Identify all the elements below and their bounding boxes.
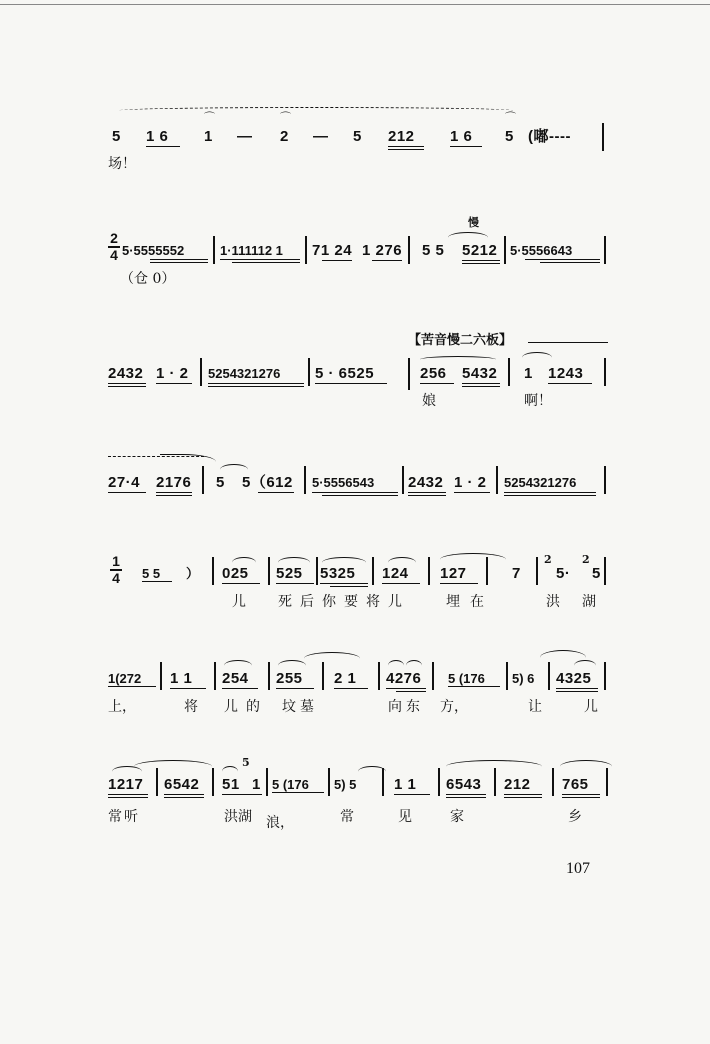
beat-underline (108, 383, 146, 384)
note-segment: 2432 (108, 365, 144, 382)
lyric-text: 洪湖 (546, 594, 618, 610)
note-segment: 525 (276, 565, 303, 582)
note-segment: 255 (276, 670, 303, 687)
time-signature (110, 555, 122, 585)
beat-underline (420, 383, 454, 384)
barline (552, 768, 554, 796)
beat-underline (334, 688, 368, 689)
score-row-3 (0, 330, 710, 430)
lyric-text: 场！ (108, 156, 136, 172)
grace-note: 5 (242, 756, 250, 769)
barline (156, 768, 158, 796)
note-segment: 212 (504, 776, 531, 793)
barline (428, 557, 430, 585)
time-signature (108, 232, 120, 262)
beat-underline (462, 386, 500, 387)
note-segment: 127 (440, 565, 467, 582)
beat-underline (408, 495, 446, 496)
beat-underline (108, 492, 146, 493)
beat-underline (556, 691, 598, 692)
beat-underline (382, 583, 420, 584)
note-segment: 5 · 6525 (315, 365, 375, 382)
fermata-icon: ⌒ (204, 111, 215, 124)
beat-underline (170, 688, 206, 689)
note-segment: 1 6 (450, 128, 473, 145)
beat-underline (208, 386, 304, 387)
beat-underline (315, 383, 387, 384)
beat-underline (276, 583, 314, 584)
lyric-text: 儿的 (224, 699, 268, 715)
note-segment: 5 (353, 128, 362, 145)
beat-underline (462, 383, 500, 384)
note-segment: 7 (512, 565, 521, 582)
beat-underline (388, 146, 424, 147)
phrase-slur (160, 454, 216, 467)
grace-note: 2 (544, 553, 552, 566)
beat-underline (562, 794, 600, 795)
lyric-text: 将 (184, 699, 198, 715)
lyric-text: 埋在 (446, 594, 494, 610)
barline (548, 662, 550, 690)
beat-underline (320, 583, 368, 584)
barline (536, 557, 538, 585)
barline (308, 358, 310, 386)
beat-underline (146, 146, 180, 147)
phrase-slur (304, 652, 360, 665)
note-segment: 4276 (386, 670, 422, 687)
beat-underline (556, 688, 598, 689)
beat-underline (156, 492, 192, 493)
barline (213, 236, 215, 264)
beat-underline (108, 686, 156, 687)
beat-underline (448, 686, 500, 687)
note-segment: 5·5556643 (510, 243, 573, 258)
barline (486, 557, 488, 585)
note-segment: 1·111112 1 (220, 243, 283, 258)
lyric-text: 上， (108, 699, 136, 715)
note-segment: 5432 (462, 365, 498, 382)
barline (438, 768, 440, 796)
note-segment: 5254321276 (504, 475, 577, 490)
beat-underline (142, 581, 172, 582)
top-rule (0, 4, 710, 5)
beat-underline (446, 797, 486, 798)
barline (606, 768, 608, 796)
barline (322, 662, 324, 690)
note-segment: 5 (176 (448, 671, 485, 686)
beat-underline (388, 149, 424, 150)
lyric-text: 常 (340, 809, 354, 825)
beat-underline (108, 386, 146, 387)
note-segment: 2176 (156, 474, 192, 491)
score-row-2 (0, 210, 710, 310)
beat-underline (504, 794, 542, 795)
note-segment: 6543 (446, 776, 482, 793)
note-segment: 1 1 (394, 776, 417, 793)
barline (506, 662, 508, 690)
note-segment: 5 5 (142, 566, 161, 581)
note-segment: 5·5555552 (122, 243, 185, 258)
note-segment: 1 (524, 365, 533, 382)
beat-underline (322, 260, 352, 261)
beat-underline (220, 259, 300, 260)
note-segment: 4325 (556, 670, 592, 687)
page-number: 107 (566, 860, 590, 877)
note-segment: 1(272 (108, 671, 142, 686)
time-signature-bottom: 4 (110, 247, 118, 263)
note-segment: 5 (505, 128, 514, 145)
note-segment: 5) 5 (334, 777, 357, 792)
lyric-text: 家 (450, 809, 464, 825)
note-segment: 1243 (548, 365, 584, 382)
note-segment: — (237, 128, 253, 145)
barline (504, 236, 506, 264)
beat-underline (108, 797, 148, 798)
barline (328, 768, 330, 796)
beat-underline (372, 260, 402, 261)
phrase-slur (560, 760, 612, 773)
phrase-slur (118, 107, 513, 114)
note-segment: 1 · 2 (156, 365, 189, 382)
note-segment: 256 (420, 365, 447, 382)
beat-underline (312, 492, 398, 493)
barline (316, 557, 318, 585)
lyric-text: 见 (398, 809, 412, 825)
beat-underline (276, 688, 314, 689)
note-segment: ） (186, 566, 200, 581)
time-signature-top: 1 (112, 553, 120, 569)
lyric-text: 儿 (232, 594, 246, 610)
beat-underline (462, 260, 500, 261)
score-row-5 (0, 545, 710, 645)
note-segment: — (313, 128, 329, 145)
barline (408, 236, 410, 264)
lyric-text: 儿 (584, 699, 598, 715)
time-signature-bottom: 4 (112, 570, 120, 586)
barline (496, 466, 498, 494)
barline (494, 768, 496, 796)
lyric-text: 死后你要将儿 (278, 594, 410, 610)
beat-underline (232, 262, 300, 263)
barline (508, 358, 510, 386)
note-segment: 1 (252, 776, 261, 793)
beat-underline (222, 688, 258, 689)
note-segment: 5 (216, 474, 225, 491)
phrase-slur (522, 352, 552, 363)
barline (602, 123, 604, 151)
lyric-text: 让 (528, 699, 542, 715)
beat-underline (156, 495, 192, 496)
beat-underline (548, 383, 592, 384)
lyric-text: 常听 (108, 809, 140, 825)
note-segment: 2 1 (334, 670, 357, 687)
note-segment: 5 5 (422, 242, 445, 259)
barline (378, 662, 380, 690)
lyric-text: 洪湖 (224, 809, 252, 825)
fermata-icon: ⌒ (505, 111, 516, 124)
lyric-text: 坟墓 (282, 699, 318, 715)
barline (432, 662, 434, 690)
barline (160, 662, 162, 690)
note-segment: 27·4 (108, 474, 141, 491)
beat-underline (462, 263, 500, 264)
phrase-slur (134, 760, 212, 773)
lyric-text: 乡 (568, 809, 582, 825)
note-segment: 1 276 (362, 242, 403, 259)
barline (604, 557, 606, 585)
barline (200, 358, 202, 386)
barline (402, 466, 404, 494)
beat-underline (150, 262, 208, 263)
beat-underline (150, 259, 208, 260)
note-segment: 5) 6 (512, 671, 535, 686)
note-segment: 5· (556, 565, 571, 582)
barline (408, 358, 410, 390)
beat-underline (394, 794, 430, 795)
barline (202, 466, 204, 494)
beat-underline (330, 586, 368, 587)
barline (604, 358, 606, 386)
score-row-1 (0, 95, 710, 195)
barline (304, 466, 306, 494)
note-segment: 5254321276 (208, 366, 281, 381)
beat-underline (222, 794, 262, 795)
note-segment: 1 · 2 (454, 474, 487, 491)
note-segment: 1 6 (146, 128, 169, 145)
note-segment: 5 (592, 565, 601, 582)
lyric-text: 浪， (266, 815, 294, 831)
note-segment: 5 (112, 128, 121, 145)
note-segment: 025 (222, 565, 249, 582)
beat-underline (540, 262, 600, 263)
grace-note: 2 (582, 553, 590, 566)
barline (268, 557, 270, 585)
beat-underline (504, 492, 596, 493)
section-label: 【苦音慢二六板】 (408, 333, 513, 348)
beat-underline (440, 583, 478, 584)
beat-underline (272, 792, 324, 793)
beat-underline (454, 492, 490, 493)
beat-underline (164, 794, 204, 795)
lyric-text: 娘 (422, 393, 436, 409)
barline (268, 662, 270, 690)
beat-underline (208, 383, 304, 384)
beat-underline (446, 794, 486, 795)
barline (305, 236, 307, 264)
score-row-7 (0, 750, 710, 850)
note-segment: 124 (382, 565, 409, 582)
barline (372, 557, 374, 585)
barline (604, 236, 606, 264)
lyric-text: 方， (440, 699, 468, 715)
phrase-slur (420, 356, 496, 363)
beat-underline (562, 797, 600, 798)
barline (382, 768, 384, 796)
note-segment: 212 (388, 128, 415, 145)
barline (266, 768, 268, 796)
note-segment: 5·5556543 (312, 475, 375, 490)
note-segment: 1 (204, 128, 213, 145)
beat-underline (396, 691, 426, 692)
barline (212, 768, 214, 796)
fermata-icon: ⌒ (280, 111, 291, 124)
lyric-text: 啊！ (524, 393, 552, 409)
time-signature-top: 2 (110, 230, 118, 246)
beat-underline (386, 688, 426, 689)
beat-underline (222, 583, 260, 584)
beat-underline (156, 383, 192, 384)
note-segment: 71 24 (312, 242, 353, 259)
note-segment: 2 (280, 128, 289, 145)
lyric-text: （仓 0） (120, 271, 176, 287)
beat-underline (258, 492, 294, 493)
beat-underline (504, 797, 542, 798)
beat-underline (408, 492, 446, 493)
note-segment: 765 (562, 776, 589, 793)
score-row-4 (0, 450, 710, 550)
note-segment: (嘟---- (528, 128, 571, 145)
tempo-mark: 慢 (468, 216, 479, 229)
score-row-6 (0, 640, 710, 740)
note-segment: 1 1 (170, 670, 193, 687)
note-segment: 5（612 (242, 474, 293, 491)
beat-underline (450, 146, 482, 147)
lyric-text: 向东 (388, 699, 424, 715)
note-segment: 5325 (320, 565, 356, 582)
barline (214, 662, 216, 690)
barline (604, 466, 606, 494)
note-segment: 5212 (462, 242, 498, 259)
note-segment: 1217 (108, 776, 144, 793)
phrase-line (528, 342, 608, 343)
barline (212, 557, 214, 585)
note-segment: 51 (222, 776, 240, 793)
beat-underline (164, 797, 204, 798)
note-segment: 2432 (408, 474, 444, 491)
note-segment: 5 (176 (272, 777, 309, 792)
beat-underline (108, 794, 148, 795)
beat-underline (504, 495, 596, 496)
note-segment: 254 (222, 670, 249, 687)
barline (604, 662, 606, 690)
beat-underline (322, 495, 398, 496)
beat-underline (525, 259, 600, 260)
note-segment: 6542 (164, 776, 200, 793)
